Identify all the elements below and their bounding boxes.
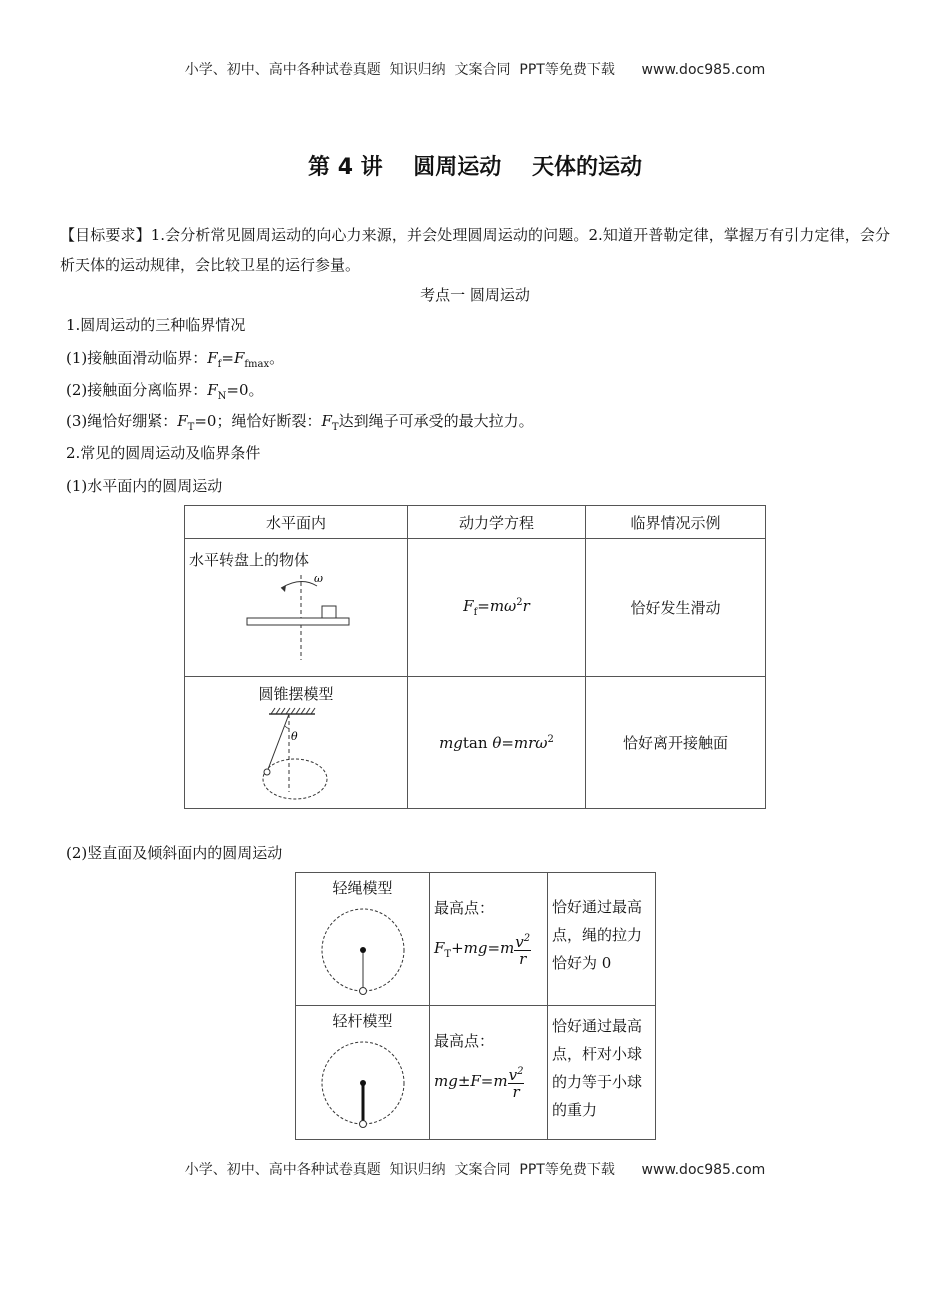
vertical-table [295, 872, 656, 1140]
text-line: 的力等于小球 [552, 1073, 643, 1091]
table-cell [408, 539, 586, 677]
subscript: fmax [244, 359, 270, 370]
table-header: 水平面内 [185, 506, 408, 539]
table-cell [548, 873, 656, 1006]
fraction [514, 931, 531, 967]
ceiling-hatch [271, 708, 315, 714]
top-point-label: 最高点： [434, 899, 495, 917]
goal-paragraph [60, 220, 890, 280]
top-point-label: 最高点： [434, 1032, 495, 1050]
point-2-2: (2)竖直面及倾斜面内的圆周运动 [66, 844, 283, 862]
equation-part: mg±F=m [434, 1072, 508, 1090]
text-line: 点，绳的拉力 [552, 926, 643, 944]
equation-part: T [444, 949, 452, 960]
numerator: v [508, 1066, 518, 1084]
text: (2)接触面分离临界： [66, 381, 208, 399]
numerator: v [515, 933, 524, 951]
point-1-heading: 1.圆周运动的三种临界情况 [66, 316, 246, 334]
theta-label: θ [291, 730, 298, 743]
equation-part: F [434, 939, 445, 957]
subscript: T [187, 422, 195, 433]
subscript: f [217, 359, 222, 370]
symbol: =F [221, 349, 245, 367]
equation-part: 2 [547, 733, 554, 745]
point-2-1: (1)水平面内的圆周运动 [66, 477, 223, 495]
table-cell [430, 1006, 548, 1140]
text: =0。 [226, 381, 264, 399]
equation-part: r [522, 597, 530, 615]
critical-case [548, 873, 655, 981]
text: =0；绳恰好断裂： [194, 412, 322, 430]
text-line: 点，杆对小球 [552, 1045, 643, 1063]
ball [360, 988, 367, 995]
denominator: r [519, 950, 527, 968]
critical-case [548, 1006, 655, 1128]
equation-part: +mg=m [451, 939, 515, 957]
text: 达到绳子可承受的最大拉力。 [338, 412, 534, 430]
equation-part: F [463, 597, 474, 615]
text-line: 的重力 [552, 1101, 598, 1119]
symbol: F [177, 412, 188, 430]
critical-case: 恰好发生滑动 [586, 539, 766, 677]
point-1-2 [66, 380, 264, 407]
symbol: F [207, 381, 218, 399]
equation-part: f [473, 607, 478, 618]
table-cell [185, 677, 408, 809]
equation-part: =mω [477, 597, 517, 615]
symbol: F [207, 349, 218, 367]
page-footer: 小学、初中、高中各种试卷真题 知识归纳 文案合同 PPT等免费下载 www.doc985.com [184, 1162, 766, 1178]
row-label: 轻杆模型 [332, 1012, 393, 1030]
equation [430, 923, 547, 967]
table-header: 动力学方程 [408, 506, 586, 539]
goal-text: 1.会分析常见圆周运动的向心力来源，并会处理圆周运动的问题。2.知道开普勒定律，掌握万有引力定律，会分析天体的运动规律，会比较卫星的运行参量。 [60, 226, 890, 274]
text-line: 恰好通过最高 [552, 898, 643, 916]
equation [430, 1056, 547, 1100]
table-cell [430, 873, 548, 1006]
table-cell [296, 1006, 430, 1140]
center-point [360, 947, 366, 953]
equation-part: 2 [516, 597, 523, 608]
center-point [360, 1080, 366, 1086]
orbit-path [263, 759, 327, 799]
equation-part: =mrω [501, 733, 548, 752]
critical-case: 恰好离开接触面 [586, 677, 766, 809]
numerator-power: 2 [523, 933, 531, 944]
text: 。 [269, 349, 285, 367]
point-1-3 [66, 411, 534, 438]
subscript: N [217, 391, 227, 402]
denominator: r [512, 1083, 520, 1101]
table-cell [296, 873, 430, 1006]
conical-pendulum-diagram [185, 704, 407, 804]
turntable-diagram [185, 570, 407, 660]
text-line: 恰好为 0 [552, 954, 612, 972]
angle-arc [285, 726, 289, 728]
text: (3)绳恰好绷紧： [66, 412, 178, 430]
row-label: 圆锥摆模型 [258, 685, 334, 703]
page-header: 小学、初中、高中各种试卷真题 知识归纳 文案合同 PPT等免费下载 www.doc985.com [184, 62, 766, 78]
symbol: F [321, 412, 332, 430]
fraction [508, 1064, 525, 1100]
equation-part: tan [462, 733, 493, 752]
rotation-arrow [281, 581, 317, 588]
ball [264, 769, 270, 775]
equation-part: θ [492, 733, 502, 752]
text: (1)接触面滑动临界： [66, 349, 208, 367]
section-heading: 考点一 圆周运动 [420, 286, 530, 304]
light-rod-diagram [296, 1031, 429, 1131]
numerator-power: 2 [517, 1066, 524, 1077]
pendulum-string [267, 714, 289, 772]
table-cell [548, 1006, 656, 1140]
light-rope-diagram [296, 898, 429, 998]
turntable [247, 618, 349, 625]
row-label: 轻绳模型 [332, 879, 393, 897]
subscript: T [331, 422, 339, 433]
table-cell [408, 677, 586, 809]
table-header: 临界情况示例 [586, 506, 766, 539]
object-block [322, 606, 336, 618]
table-cell [185, 539, 408, 677]
equation-part: mg [439, 733, 463, 752]
point-2-heading: 2.常见的圆周运动及临界条件 [66, 444, 261, 462]
goal-label: 【目标要求】 [60, 226, 151, 244]
point-1-1 [66, 348, 284, 375]
horizontal-table [184, 505, 766, 809]
omega-label: ω [314, 572, 323, 585]
text-line: 恰好通过最高 [552, 1017, 643, 1035]
row-label: 水平转盘上的物体 [189, 551, 310, 569]
ball [360, 1121, 367, 1128]
page-title: 第 4 讲 圆周运动 天体的运动 [308, 155, 642, 180]
